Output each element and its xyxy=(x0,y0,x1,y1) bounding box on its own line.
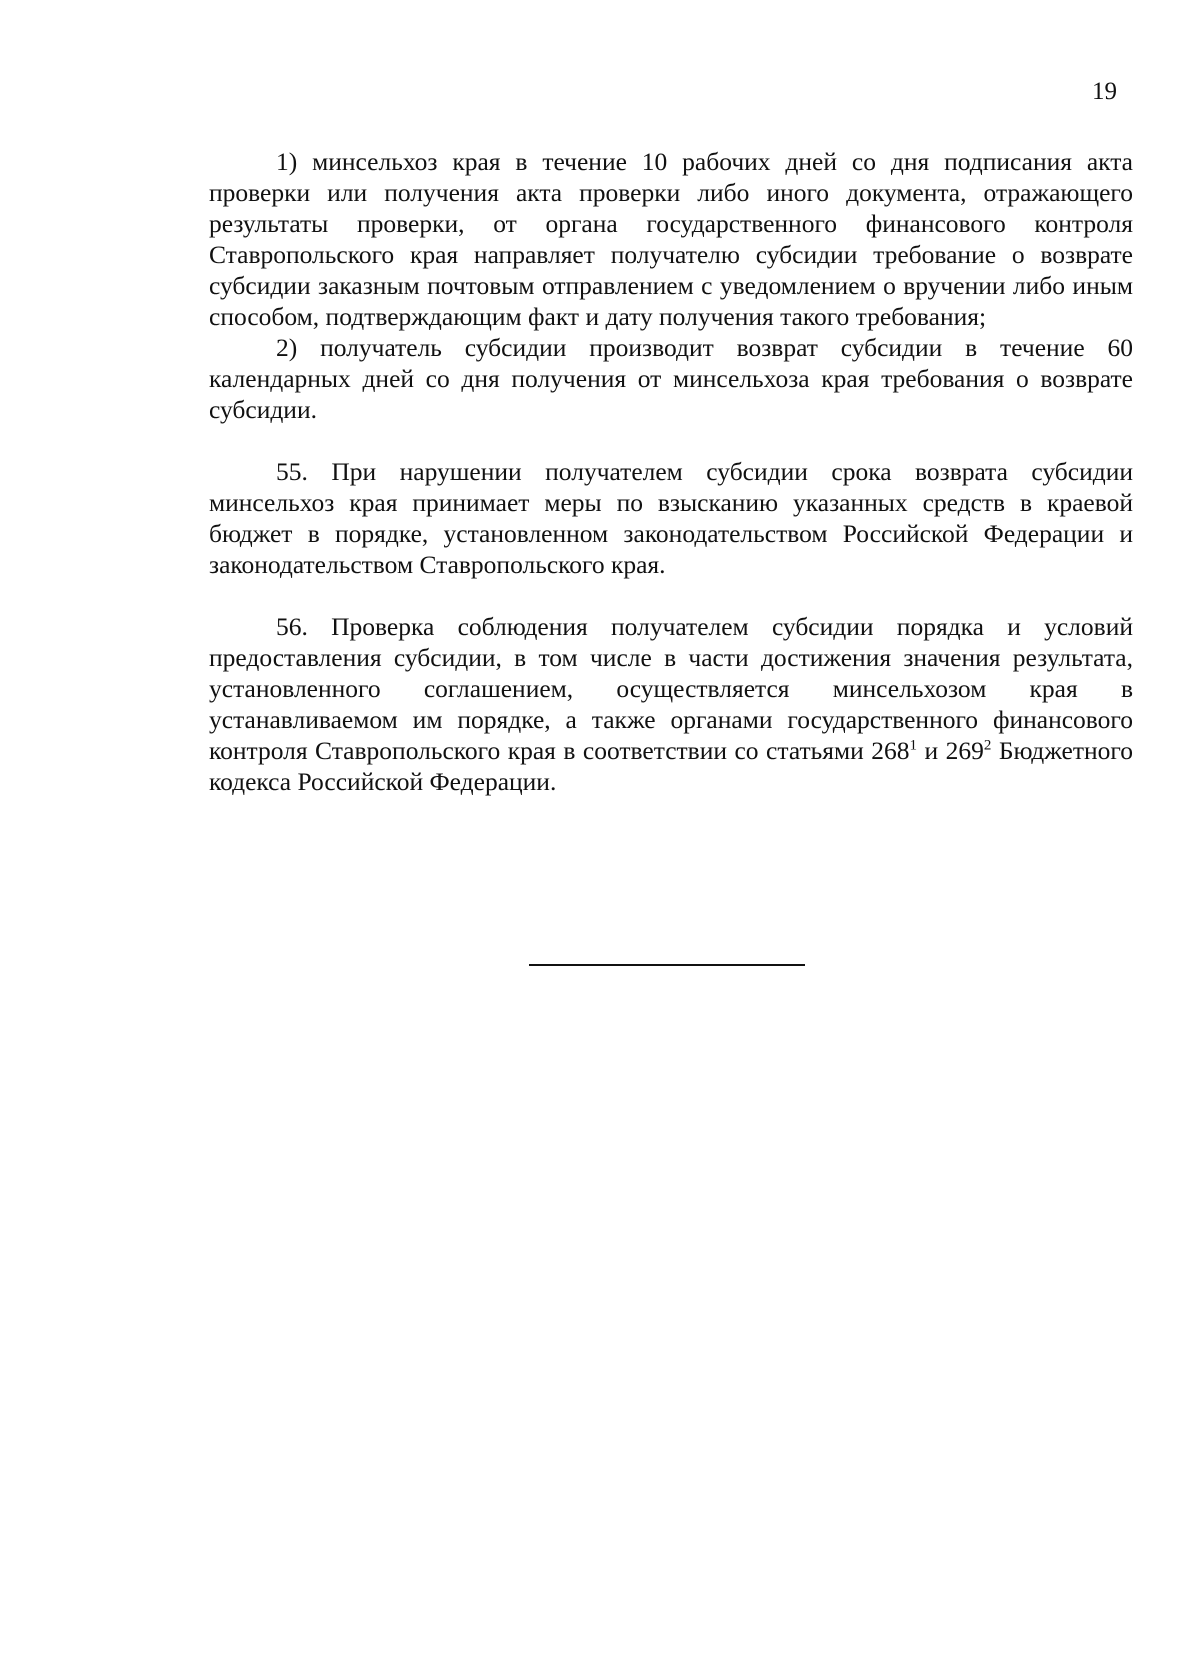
page-number: 19 xyxy=(1092,78,1117,105)
paragraph-56-text-after: Бюджетного кодекса Российской Федерации. xyxy=(209,736,1133,796)
paragraph-56-text-middle: и 269 xyxy=(917,736,984,765)
paragraph-55: 55. При нарушении получателем субсидии срока возврата субсидии минсельхоз края принимает меры по взысканию указанных средств в краевой бюджет в порядке, установленном законодательством Российской Федерации и законодательством Ставропольского края. xyxy=(209,457,1133,579)
paragraph-56-text-before: 56. Проверка соблюдения получателем субсидии порядка и условий предоставления субсидии, в том числе в части достижения значения результата, установленного соглашением, осуществляется минсельхозом края в устанавливаемом им порядке, а также органами государственного финансового контроля Ставропольского края в соответствии со статьями 268 xyxy=(209,612,1133,765)
document-body xyxy=(209,146,1133,797)
paragraph-56 xyxy=(209,611,1133,797)
superscript-article-269: 2 xyxy=(983,737,992,754)
end-divider-line xyxy=(529,964,805,966)
superscript-article-268: 1 xyxy=(909,737,918,754)
paragraph-54-item-2: 2) получатель субсидии производит возврат субсидии в течение 60 календарных дней со дня получения от минсельхоза края требования о возврате субсидии. xyxy=(209,333,1133,424)
paragraph-54-item-1: 1) минсельхоз края в течение 10 рабочих дней со дня подписания акта проверки или получения акта проверки либо иного документа, отражающего результаты проверки, от органа государственного финансового контроля Ставропольского края направляет получателю субсидии требование о возврате субсидии заказным почтовым отправлением с уведомлением о вручении либо иным способом, подтверждающим факт и дату получения такого требования; xyxy=(209,147,1133,331)
